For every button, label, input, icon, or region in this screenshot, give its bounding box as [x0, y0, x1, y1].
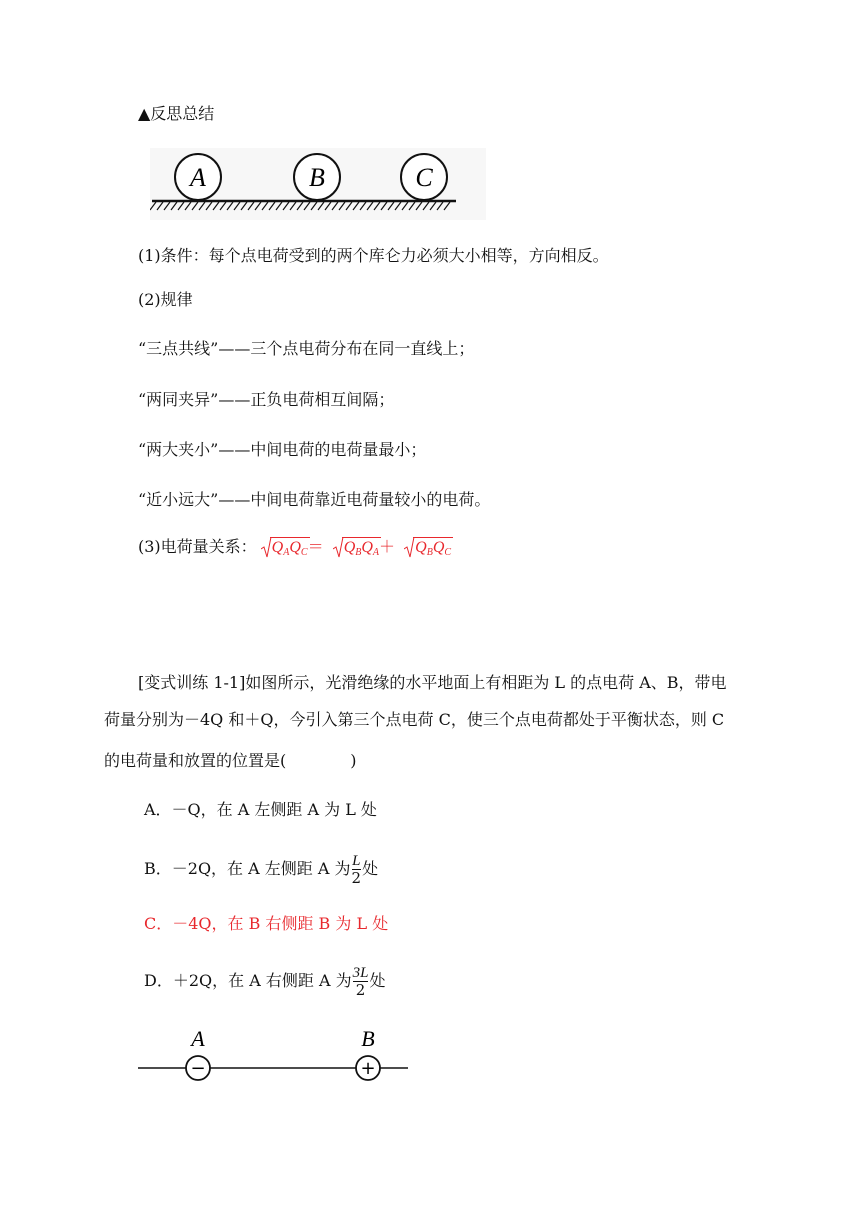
rule-3: “两大夹小”——中间电荷的电荷量最小；: [138, 440, 427, 459]
sqrt-term-2: $Q_BQ_A$: [333, 537, 379, 563]
option-b[interactable]: [144, 850, 378, 888]
charge-b-sign: +: [360, 1058, 376, 1079]
exercise-line-3: 的电荷量和放置的位置是( ): [104, 751, 357, 770]
sqrt-term-1: $Q_AQ_C$: [261, 537, 308, 563]
exercise-line-1: [变式训练 1-1]如图所示，光滑绝缘的水平地面上有相距为 L 的点电荷 A、B，带电: [138, 673, 727, 692]
ball-a-label: A: [190, 163, 206, 192]
option-d-suffix: 处: [369, 971, 386, 990]
charge-relation: [138, 537, 451, 563]
ball-b-label: B: [309, 163, 325, 192]
rule-4: “近小远大”——中间电荷靠近电荷量较小的电荷。: [138, 490, 491, 509]
option-d-text: D．＋2Q，在 A 右侧距 A 为: [144, 971, 352, 990]
option-d[interactable]: [144, 962, 385, 1000]
charge-a-label: A: [191, 1026, 205, 1051]
charge-a-sign: −: [190, 1058, 206, 1079]
option-c[interactable]: C．－4Q，在 B 右侧距 B 为 L 处: [144, 914, 389, 933]
rule-heading: (2)规律: [138, 290, 193, 309]
option-b-suffix: 处: [362, 859, 379, 878]
rule-2: “两同夹异”——正负电荷相互间隔；: [138, 390, 395, 409]
equals-sign: ＝: [307, 537, 324, 556]
charge-formula: [257, 537, 451, 556]
plus-sign: ＋: [379, 537, 396, 556]
exercise-line-2: 荷量分别为－4Q 和＋Q，今引入第三个点电荷 C，使三个点电荷都处于平衡状态，则 C: [104, 710, 725, 729]
sqrt-term-3: $Q_BQ_C$: [404, 537, 451, 563]
condition-text: (1)条件：每个点电荷受到的两个库仑力必须大小相等，方向相反。: [138, 246, 609, 265]
option-b-fraction: $\frac{L}{2}$: [351, 853, 362, 887]
charges-figure: [138, 1024, 410, 1086]
three-balls-figure: [150, 148, 486, 220]
rule-1: “三点共线”——三个点电荷分布在同一直线上；: [138, 339, 475, 358]
charge-relation-label: (3)电荷量关系：: [138, 537, 257, 556]
option-b-text: B．－2Q，在 A 左侧距 A 为: [144, 859, 351, 878]
charge-b-label: B: [361, 1026, 375, 1051]
section-heading: ▲反思总结: [138, 104, 215, 123]
option-a[interactable]: A．－Q，在 A 左侧距 A 为 L 处: [144, 800, 377, 819]
ball-c-label: C: [415, 163, 433, 192]
option-d-fraction: $\frac{3L}{2}$: [352, 965, 369, 999]
